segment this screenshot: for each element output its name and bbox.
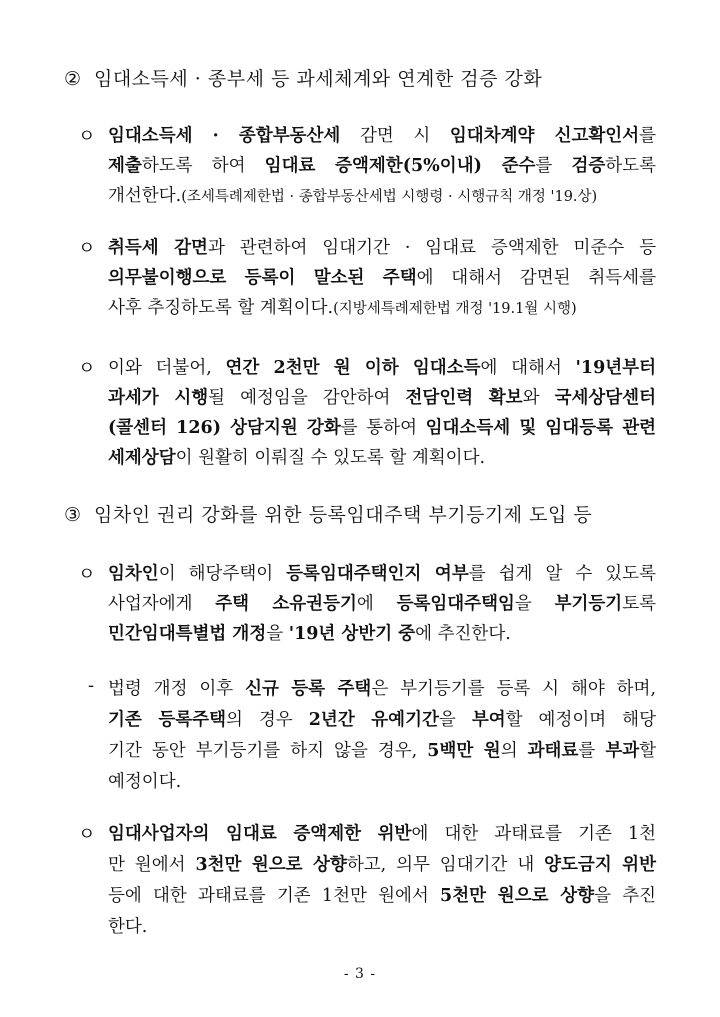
text-line — [108, 122, 656, 147]
text: 를 — [535, 156, 572, 176]
text: 의 경우 — [225, 710, 309, 730]
text: 에 — [356, 594, 397, 614]
section-number: ③ — [64, 504, 82, 526]
text: 할 예정이며 해당 — [505, 710, 656, 730]
text-bold: 임대소득세 및 임대등록 관련 — [425, 418, 656, 438]
text-line — [108, 354, 656, 379]
section-title: 임대소득세 · 종부세 등 과세체계와 연계한 검증 강화 — [94, 68, 543, 90]
text: 에 대해서 감면된 취득세를 — [416, 268, 656, 288]
text-bold: 제출 — [108, 156, 142, 176]
text: 사후 추징하도록 할 계획이다. — [108, 298, 334, 318]
text-bold: 민간임대특별법 개정 — [108, 624, 267, 644]
text: 를 — [639, 126, 657, 146]
bullet-marker: ㅇ — [78, 564, 96, 585]
text-line — [108, 384, 656, 409]
text: 을 추진 — [594, 886, 656, 906]
text: 에 대해서 — [480, 358, 576, 378]
page-number: - 3 - — [343, 966, 377, 982]
text-bold: 임대사업자의 임대료 증액제한 위반 — [108, 824, 412, 844]
text-line — [108, 851, 656, 876]
text: 이 해당주택이 — [158, 564, 287, 584]
text-bold: 과세가 시행 — [108, 388, 209, 408]
text-bold: 검증 — [571, 156, 606, 176]
text: 등에 대한 과태료를 기존 1천만 원에서 — [108, 886, 441, 906]
text-line — [108, 560, 656, 585]
text: 기간 동안 부기등기를 하지 않을 경우, — [108, 741, 428, 761]
text-line — [108, 706, 656, 731]
text-bold: 5백만 원 — [427, 741, 501, 761]
text-note: (지방세특례제한법 개정 '19.1월 시행) — [333, 301, 577, 317]
text-bold: 과태료 — [527, 741, 579, 761]
text: 를 — [578, 741, 606, 761]
text-bold: '19년 상반기 중 — [288, 624, 416, 644]
text-line — [108, 882, 656, 907]
text-bold: 취득세 감면 — [108, 238, 208, 258]
text: 사업자에게 — [108, 594, 216, 614]
text-bold: '19년부터 — [575, 358, 656, 378]
text-line — [108, 444, 656, 469]
text-bold: 기존 등록주택 — [108, 710, 226, 730]
text-bold: 신규 등록 주택 — [245, 679, 372, 699]
text-line — [108, 737, 656, 762]
text-line — [108, 234, 656, 259]
text: 와 — [522, 388, 555, 408]
text: 감면 시 — [340, 126, 450, 146]
text: 은 부기등기를 등록 시 해야 하며, — [371, 679, 657, 699]
text: 에 추진한다. — [415, 624, 511, 644]
text: 한다. — [108, 917, 148, 937]
text-bold: 등록임대주택임 — [396, 594, 515, 614]
bullet-marker: ㅇ — [78, 238, 96, 259]
text-line — [108, 768, 656, 793]
text: 의 — [500, 741, 528, 761]
text: 하도록 — [605, 156, 656, 176]
text-bold: 임차인 — [108, 564, 159, 584]
text-bold: 양도금지 위반 — [544, 855, 656, 875]
text-bold: 국세상담센터 — [554, 388, 656, 408]
text: 하도록 하여 — [141, 156, 265, 176]
text: 을 — [438, 710, 472, 730]
text-note: (조세특례제한법 · 종합부동산세법 시행령 · 시행규칙 개정 '19.상) — [181, 189, 598, 205]
text-bold: (콜센터 126) 상담지원 강화 — [108, 418, 341, 438]
text-line — [108, 675, 656, 700]
text: 과 관련하여 임대기간 · 임대료 증액제한 미준수 등 — [207, 238, 656, 258]
text-line — [108, 414, 656, 439]
text: 이 원활히 이뤄질 수 있도록 할 계획이다. — [175, 448, 486, 468]
text-line — [108, 182, 656, 207]
text: 를 쉽게 알 수 있도록 — [468, 564, 656, 584]
section-title: 임차인 권리 강화를 위한 등록임대주택 부기등기제 도입 등 — [94, 504, 593, 526]
text-line — [108, 913, 656, 938]
text: 될 예정임을 감안하여 — [208, 388, 406, 408]
text-line — [108, 152, 656, 177]
text-bold: 부여 — [471, 710, 506, 730]
bullet-marker: ㅇ — [78, 126, 96, 147]
text-bold: 임대소득세 · 종합부동산세 — [108, 126, 341, 146]
text: 만 원에서 — [108, 855, 196, 875]
text: 이와 더불어, — [108, 358, 226, 378]
text: 을 — [266, 624, 289, 644]
text-bold: 5천만 원으로 상향 — [440, 886, 595, 906]
text: 법령 개정 이후 — [108, 679, 246, 699]
bullet-marker: ㅇ — [78, 358, 96, 379]
text-bold: 임대료 증액제한(5%이내) 준수 — [264, 156, 536, 176]
text-bold: 부과 — [605, 741, 640, 761]
text-bold: 의무불이행으로 등록이 말소된 주택 — [108, 268, 417, 288]
text-bold: 주택 소유권등기 — [215, 594, 357, 614]
text: 에 대한 과태료를 기존 1천 — [411, 824, 657, 844]
text: 예정이다. — [108, 772, 182, 792]
text-bold: 등록임대주택인지 여부 — [286, 564, 469, 584]
text-bold: 전담인력 확보 — [405, 388, 523, 408]
text-line — [108, 294, 656, 319]
text: 토록 — [622, 594, 656, 614]
bullet-marker: ㅇ — [78, 824, 96, 845]
text-line — [108, 620, 656, 645]
text-bold: 연간 2천만 원 이하 임대소득 — [225, 358, 481, 378]
text-bold: 세제상담 — [108, 448, 176, 468]
dash-marker: - — [88, 675, 95, 696]
text-line — [108, 264, 656, 289]
text-bold: 임대차계약 신고확인서 — [449, 126, 640, 146]
text: 개선한다. — [108, 186, 182, 206]
section-heading-2 — [64, 64, 542, 91]
text: 하고, 의무 임대기간 내 — [346, 855, 545, 875]
text-line — [108, 820, 656, 845]
text-bold: 2년간 유예기간 — [308, 710, 439, 730]
section-number: ② — [64, 68, 82, 90]
text-bold: 3천만 원으로 상향 — [195, 855, 347, 875]
text: 할 — [639, 741, 657, 761]
text: 를 통하여 — [340, 418, 426, 438]
text: 을 — [514, 594, 555, 614]
text-line — [108, 590, 656, 615]
section-heading-3 — [64, 500, 592, 527]
text-bold: 부기등기 — [554, 594, 623, 614]
